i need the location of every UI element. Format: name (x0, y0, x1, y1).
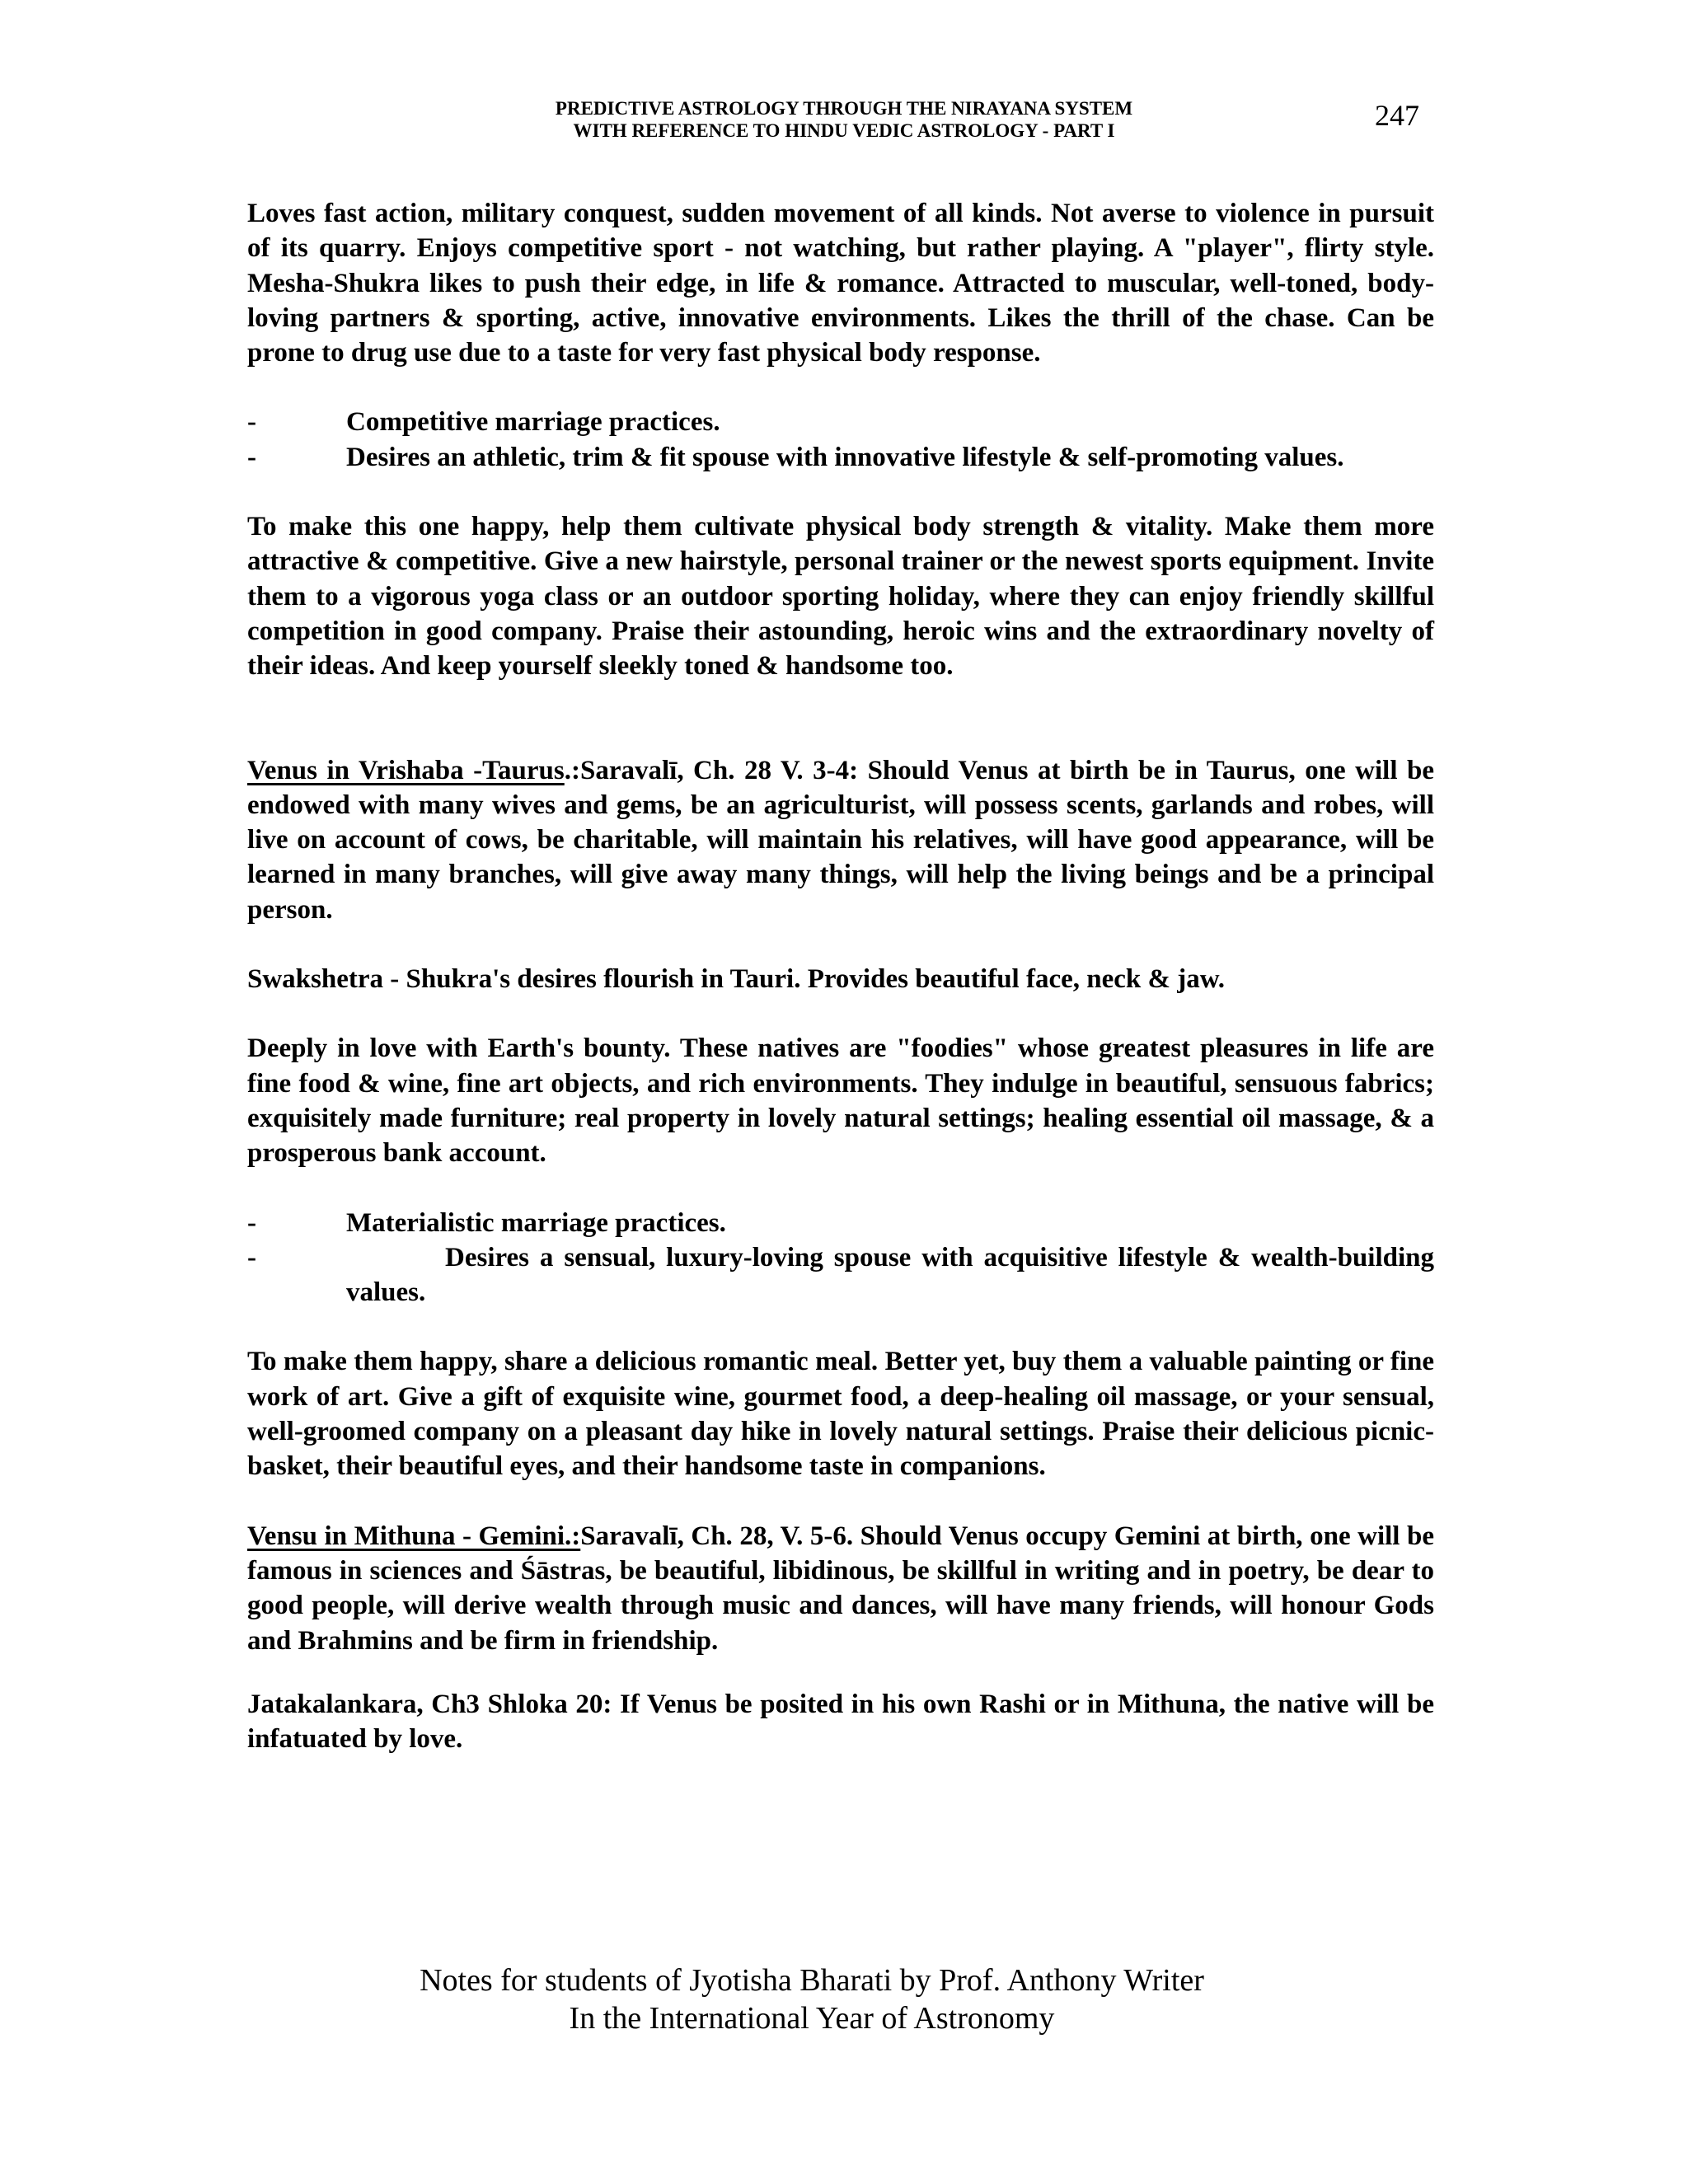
list-item (247, 1206, 1434, 1240)
list-item-text: Competitive marriage practices. (346, 407, 720, 438)
list-item (247, 1240, 1434, 1310)
list-dash: - (247, 1242, 256, 1272)
list-item-text: Desires a sensual, luxury-loving spouse with acquisitive lifestyle & wealth-building values. (346, 1242, 1434, 1308)
page-body (247, 196, 1434, 1756)
mesha-marriage-list (247, 405, 1434, 475)
page-footer (0, 1961, 1624, 2037)
list-item-text: Desires an athletic, trim & fit spouse with innovative lifestyle & self-promoting values. (346, 442, 1344, 472)
list-dash: - (247, 407, 256, 438)
paragraph-venus-gemini (247, 1519, 1434, 1658)
footer-line-1: Notes for students of Jyotisha Bharati by Prof. Anthony Writer (420, 1963, 1204, 1998)
list-item-text: Materialistic marriage practices. (346, 1207, 726, 1238)
paragraph-jatakalankara: Jatakalankara, Ch3 Shloka 20: If Venus be posited in his own Rashi or in Mithuna, the native will be infatuated by love. (247, 1689, 1434, 1755)
footer-line-2: In the International Year of Astronomy (569, 2001, 1055, 2036)
venus-gemini-text: Saravalī, Ch. 28, V. 5-6. Should Venus occupy Gemini at birth, one will be famous in sciences and Śāstras, be beautiful, libidinous, be skillful in writing and in poetry, be dear to good people, will derive wealth through music and dances, will have many friends, will honour Gods and Brahmins and be firm in friendship. (247, 1521, 1434, 1656)
running-header (0, 97, 1688, 142)
section-heading-venus-taurus: Venus in Vrishaba -Taurus (247, 755, 565, 785)
taurus-marriage-list (247, 1206, 1434, 1310)
paragraph-earth-bounty: Deeply in love with Earth's bounty. These natives are "foodies" whose greatest pleasures in life are fine food & wine, fine art objects, and rich environments. They indulge in beautiful, sensuous fabrics; exquisitely made furniture; real property in lovely natural settings; healing essential oil massage, & a prosperous bank account. (247, 1033, 1434, 1169)
venus-taurus-text: .:Saravalī, Ch. 28 V. 3-4: Should Venus at birth be in Taurus, one will be endowed with many wives and gems, be an agriculturist, will possess scents, garlands and robes, will live on account of cows, be charitable, will maintain his relatives, will have good appearance, will be learned in many branches, will give away many things, will help the living beings and be a principal person. (247, 755, 1434, 925)
paragraph-venus-taurus (247, 753, 1434, 927)
page-number: 247 (1375, 99, 1419, 132)
list-item (247, 405, 1434, 439)
paragraph-mesha-shukra-traits: Loves fast action, military conquest, sudden movement of all kinds. Not averse to violence in pursuit of its quarry. Enjoys competitive sport - not watching, but rather playing. A "player", flirty style. Mesha-Shukra likes to push their edge, in life & romance. Attracted to muscular, well-toned, body-loving partners & sporting, active, innovative environments. Likes the thrill of the chase. Can be prone to drug use due to a taste for very fast physical body response. (247, 199, 1434, 368)
paragraph-mesha-make-happy: To make this one happy, help them cultivate physical body strength & vitality. Make them more attractive & competitive. Give a new hairstyle, personal trainer or the newest sports equipment. Invite them to a vigorous yoga class or an outdoor sporting holiday, where they can enjoy friendly skillful competition in good company. Praise their astounding, heroic wins and the extraordinary novelty of their ideas. And keep yourself sleekly toned & handsome too. (247, 512, 1434, 682)
list-item (247, 440, 1434, 475)
paragraph-taurus-make-happy: To make them happy, share a delicious romantic meal. Better yet, buy them a valuable painting or fine work of art. Give a gift of exquisite wine, gourmet food, a deep-healing oil massage, or your sensual, well-groomed company on a pleasant day hike in lovely natural settings. Praise their delicious picnic-basket, their beautiful eyes, and their handsome taste in companions. (247, 1347, 1434, 1482)
list-dash: - (247, 442, 256, 472)
header-title-line-2: WITH REFERENCE TO HINDU VEDIC ASTROLOGY - PART I (573, 120, 1115, 141)
header-title-line-1: PREDICTIVE ASTROLOGY THROUGH THE NIRAYANA SYSTEM (555, 98, 1133, 119)
section-heading-venus-gemini: Vensu in Mithuna - Gemini.: (247, 1521, 581, 1551)
list-dash: - (247, 1207, 256, 1238)
paragraph-swakshetra: Swakshetra - Shukra's desires flourish in Tauri. Provides beautiful face, neck & jaw. (247, 964, 1225, 995)
